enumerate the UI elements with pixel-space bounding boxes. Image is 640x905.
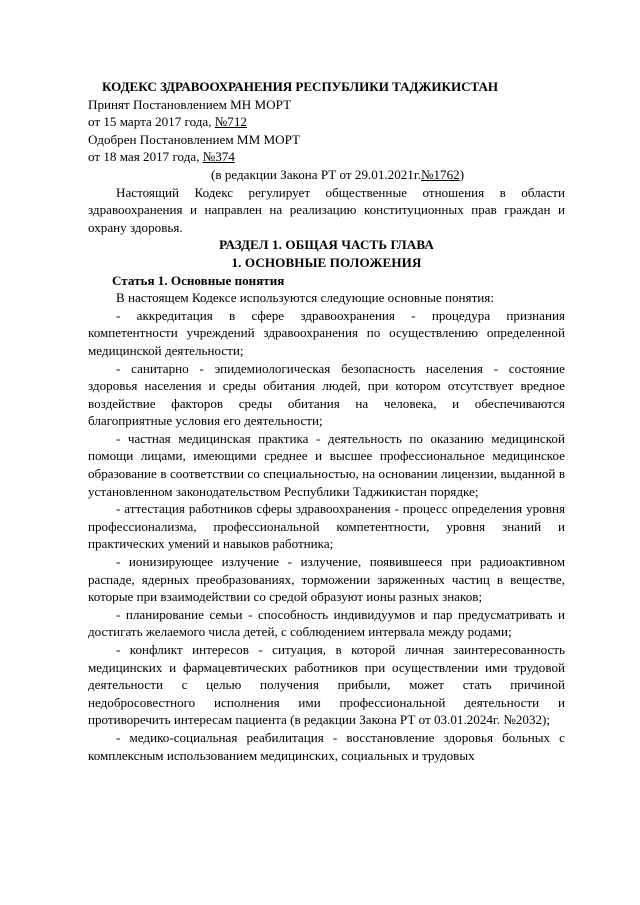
- definition-item: - медико-социальная реабилитация - восстановление здоровья больных с комплексным использованием медицинских, социальных и трудовых: [88, 729, 565, 763]
- editorial-revision-note: [88, 166, 565, 184]
- approval-number: №374: [202, 149, 235, 165]
- page-title: КОДЕКС ЗДРАВООХРАНЕНИЯ РЕСПУБЛИКИ ТАДЖИКИСТАН: [102, 79, 499, 94]
- adoption-authority-line: Принят Постановлением МН МОРТ: [88, 96, 292, 112]
- section-heading-line-2: 1. ОСНОВНЫЕ ПОЛОЖЕНИЯ: [231, 254, 422, 270]
- section-heading-line-1: РАЗДЕЛ 1. ОБЩАЯ ЧАСТЬ ГЛАВА: [219, 237, 434, 253]
- adoption-date-text: от 15 марта 2017 года,: [88, 114, 215, 130]
- editorial-note-prefix: (в редакции Закона РТ от 29.01.2021г.: [211, 166, 422, 182]
- editorial-note-number: №1762: [421, 166, 460, 182]
- definition-item: - санитарно - эпидемиологическая безопасность населения - состояние здоровья населения и среды обитания людей, при котором отсутствует вредное воздействие факторов среды обитания на человека, и обеспечиваются благоприятные условия его деятельности;: [88, 360, 565, 429]
- definition-item: - аттестация работников сферы здравоохранения - процесс определения уровня профессионализма, профессиональной компетентности, уровня знаний и практических умений и навыков работника;: [88, 501, 565, 552]
- approval-date-text: от 18 мая 2017 года,: [88, 149, 203, 165]
- editorial-note-suffix: ): [459, 166, 465, 182]
- article-heading: Статья 1. Основные понятия: [112, 272, 285, 288]
- definition-item: - аккредитация в сфере здравоохранения - процедура признания компетентности учреждений здравоохранения по осуществлению определенной медицинской деятельности;: [88, 307, 565, 358]
- definition-item: - конфликт интересов - ситуация, в которой личная заинтересованность медицинских и фармацевтических работников при осуществлении ими трудовой деятельности с целью получения прибыли, может стать причиной недобросовестного исполнения ими профессиональной деятельности и противоречить интересам пациента (в редакции Закона РТ от 03.01.2024г. №2032);: [88, 642, 565, 728]
- article-intro-paragraph: В настоящем Кодексе используются следующие основные понятия:: [116, 290, 494, 306]
- definition-item: - планирование семьи - способность индивидуумов и пар предусматривать и достигать желаемого числа детей, с соблюдением интервала между родами;: [88, 606, 565, 640]
- preamble-paragraph: Настоящий Кодекс регулирует общественные отношения в области здравоохранения и направлен на реализацию конституционных прав граждан и охрану здоровья.: [88, 184, 565, 235]
- adoption-date-line: [88, 113, 565, 131]
- definition-item: - ионизирующее излучение - излучение, появившееся при радиоактивном распаде, ядерных преобразованиях, торможении заряженных частиц в веществе, которые при взаимодействии со средой образуют ионы разных знаков;: [88, 554, 565, 605]
- definition-item: - частная медицинская практика - деятельность по оказанию медицинской помощи лицами, имеющими среднее и высшее профессиональное медицинское образование в соответствии со специальностью, на основании лицензии, выданной в установленном законодательством Республики Таджикистан порядке;: [88, 430, 565, 499]
- approval-date-line: [88, 148, 565, 166]
- approval-authority-line: Одобрен Постановлением ММ МОРТ: [88, 131, 301, 147]
- adoption-number: №712: [214, 114, 247, 130]
